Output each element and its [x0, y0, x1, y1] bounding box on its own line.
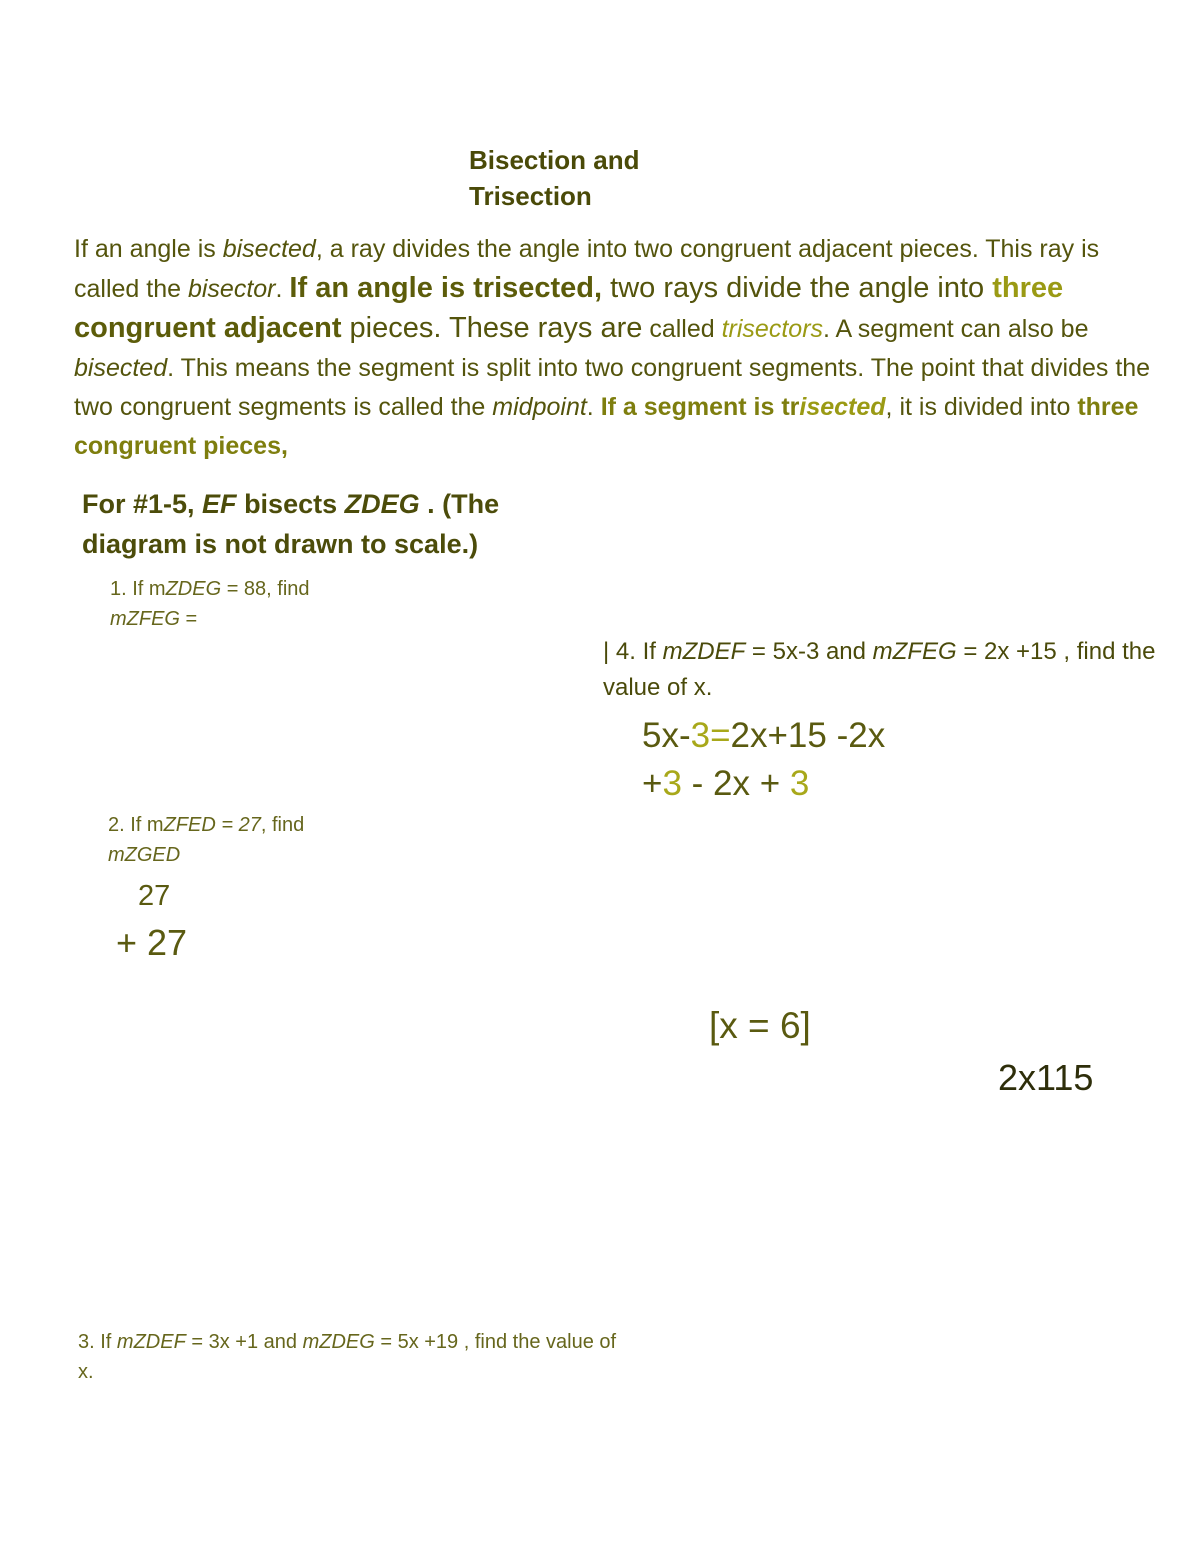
intro-text: tr [774, 393, 800, 421]
q4-answer: [x = 6] [709, 1005, 811, 1046]
intro-text: If an angle is [74, 235, 223, 263]
prompt-ray: EF [202, 489, 237, 519]
intro-text: two rays divide the angle into [602, 272, 993, 304]
q1-angle: ZDEG [165, 578, 222, 600]
q1-text: 1. If m [110, 578, 166, 600]
question-4 [603, 634, 1163, 706]
q2-angle: mZGED [108, 844, 181, 866]
intro-three: three [992, 272, 1064, 304]
title-line-2: Trisection [469, 181, 592, 211]
intro-text: . [275, 275, 290, 303]
q3-text: = 3x +1 and [185, 1331, 303, 1353]
work-text: 5x- [642, 716, 691, 755]
work-text: 2x+15 -2x [730, 716, 886, 755]
question-1-line [110, 604, 410, 634]
work-text: 3= [690, 716, 731, 755]
q3-text: = 5x +19 , find the value of x. [78, 1331, 617, 1383]
intro-text: . This means the segment is split into two congruent segments. The point that divides the two congruent segments is called the [74, 354, 1151, 421]
intro-text: , it is divided into [885, 393, 1078, 421]
intro-term-bisected: bisected [222, 235, 316, 263]
work-text: 3 [789, 764, 810, 803]
question-2-line [108, 810, 408, 840]
work-text: 3 [662, 764, 682, 803]
intro-text: . A segment can also be [823, 315, 1089, 343]
question-1-line [110, 574, 410, 604]
intro-term-midpoint: midpoint [492, 393, 587, 421]
q2-work-line-1: 27 [138, 880, 171, 912]
problem-set-prompt [82, 484, 562, 564]
q4-text: = 2x +15 , find the value of x. [603, 638, 1156, 701]
handwritten-note: 2x115 [998, 1057, 1094, 1098]
page-title [469, 142, 639, 214]
q4-text: = 5x-3 and [745, 638, 873, 665]
q4-angle: mZDEF [662, 638, 746, 665]
work-text: - 2x + [681, 764, 790, 803]
intro-text: pieces. These rays are [341, 312, 643, 344]
question-2 [108, 810, 408, 870]
title-line-1: Bisection and [469, 145, 640, 175]
intro-segment-trisected: If a segment is [600, 393, 775, 421]
work-text: + [642, 764, 663, 803]
q1-angle: mZFEG [110, 608, 180, 630]
q2-value: = 27 [215, 814, 261, 836]
question-3 [78, 1327, 618, 1387]
q4-angle: mZFEG [872, 638, 957, 665]
q2-work-line-2: + 27 [116, 922, 188, 963]
q3-text: 3. If [78, 1331, 117, 1353]
intro-trisected-lead: If an angle is trisected, [289, 272, 603, 304]
prompt-text: . (The diagram is not drawn to scale.) [82, 489, 500, 559]
intro-congruent-adjacent: congruent adjacent [74, 312, 342, 344]
q3-angle: mZDEG [302, 1331, 375, 1353]
intro-term-trisectors: trisectors [721, 315, 824, 343]
q2-angle: ZFED [163, 814, 216, 836]
intro-term-bisected-segment: bisected [74, 354, 168, 382]
prompt-angle: ZDEG [344, 489, 420, 519]
question-1 [110, 574, 410, 634]
question-2-line [108, 840, 408, 870]
q2-text: , find [260, 814, 305, 836]
intro-text: , a ray divides the angle into two congruent adjacent pieces. This ray is called the [74, 235, 1100, 303]
intro-three-congruent: three congruent pieces, [74, 393, 1139, 460]
prompt-text: For #1-5, [82, 489, 203, 519]
intro-term-trisected: isected [799, 393, 886, 421]
intro-paragraph [74, 230, 1154, 466]
q1-text: = [180, 608, 198, 630]
q4-work-line-1 [642, 712, 885, 760]
q3-angle: mZDEF [116, 1331, 186, 1353]
intro-term-bisector: bisector [187, 275, 276, 303]
q2-text: 2. If m [108, 814, 164, 836]
prompt-text: bisects [236, 489, 345, 519]
q4-text: | 4. If [603, 638, 663, 665]
intro-text: called [642, 315, 722, 343]
intro-text: . [586, 393, 601, 421]
q1-text: = 88, find [221, 578, 310, 600]
q4-work-line-2 [642, 760, 809, 808]
